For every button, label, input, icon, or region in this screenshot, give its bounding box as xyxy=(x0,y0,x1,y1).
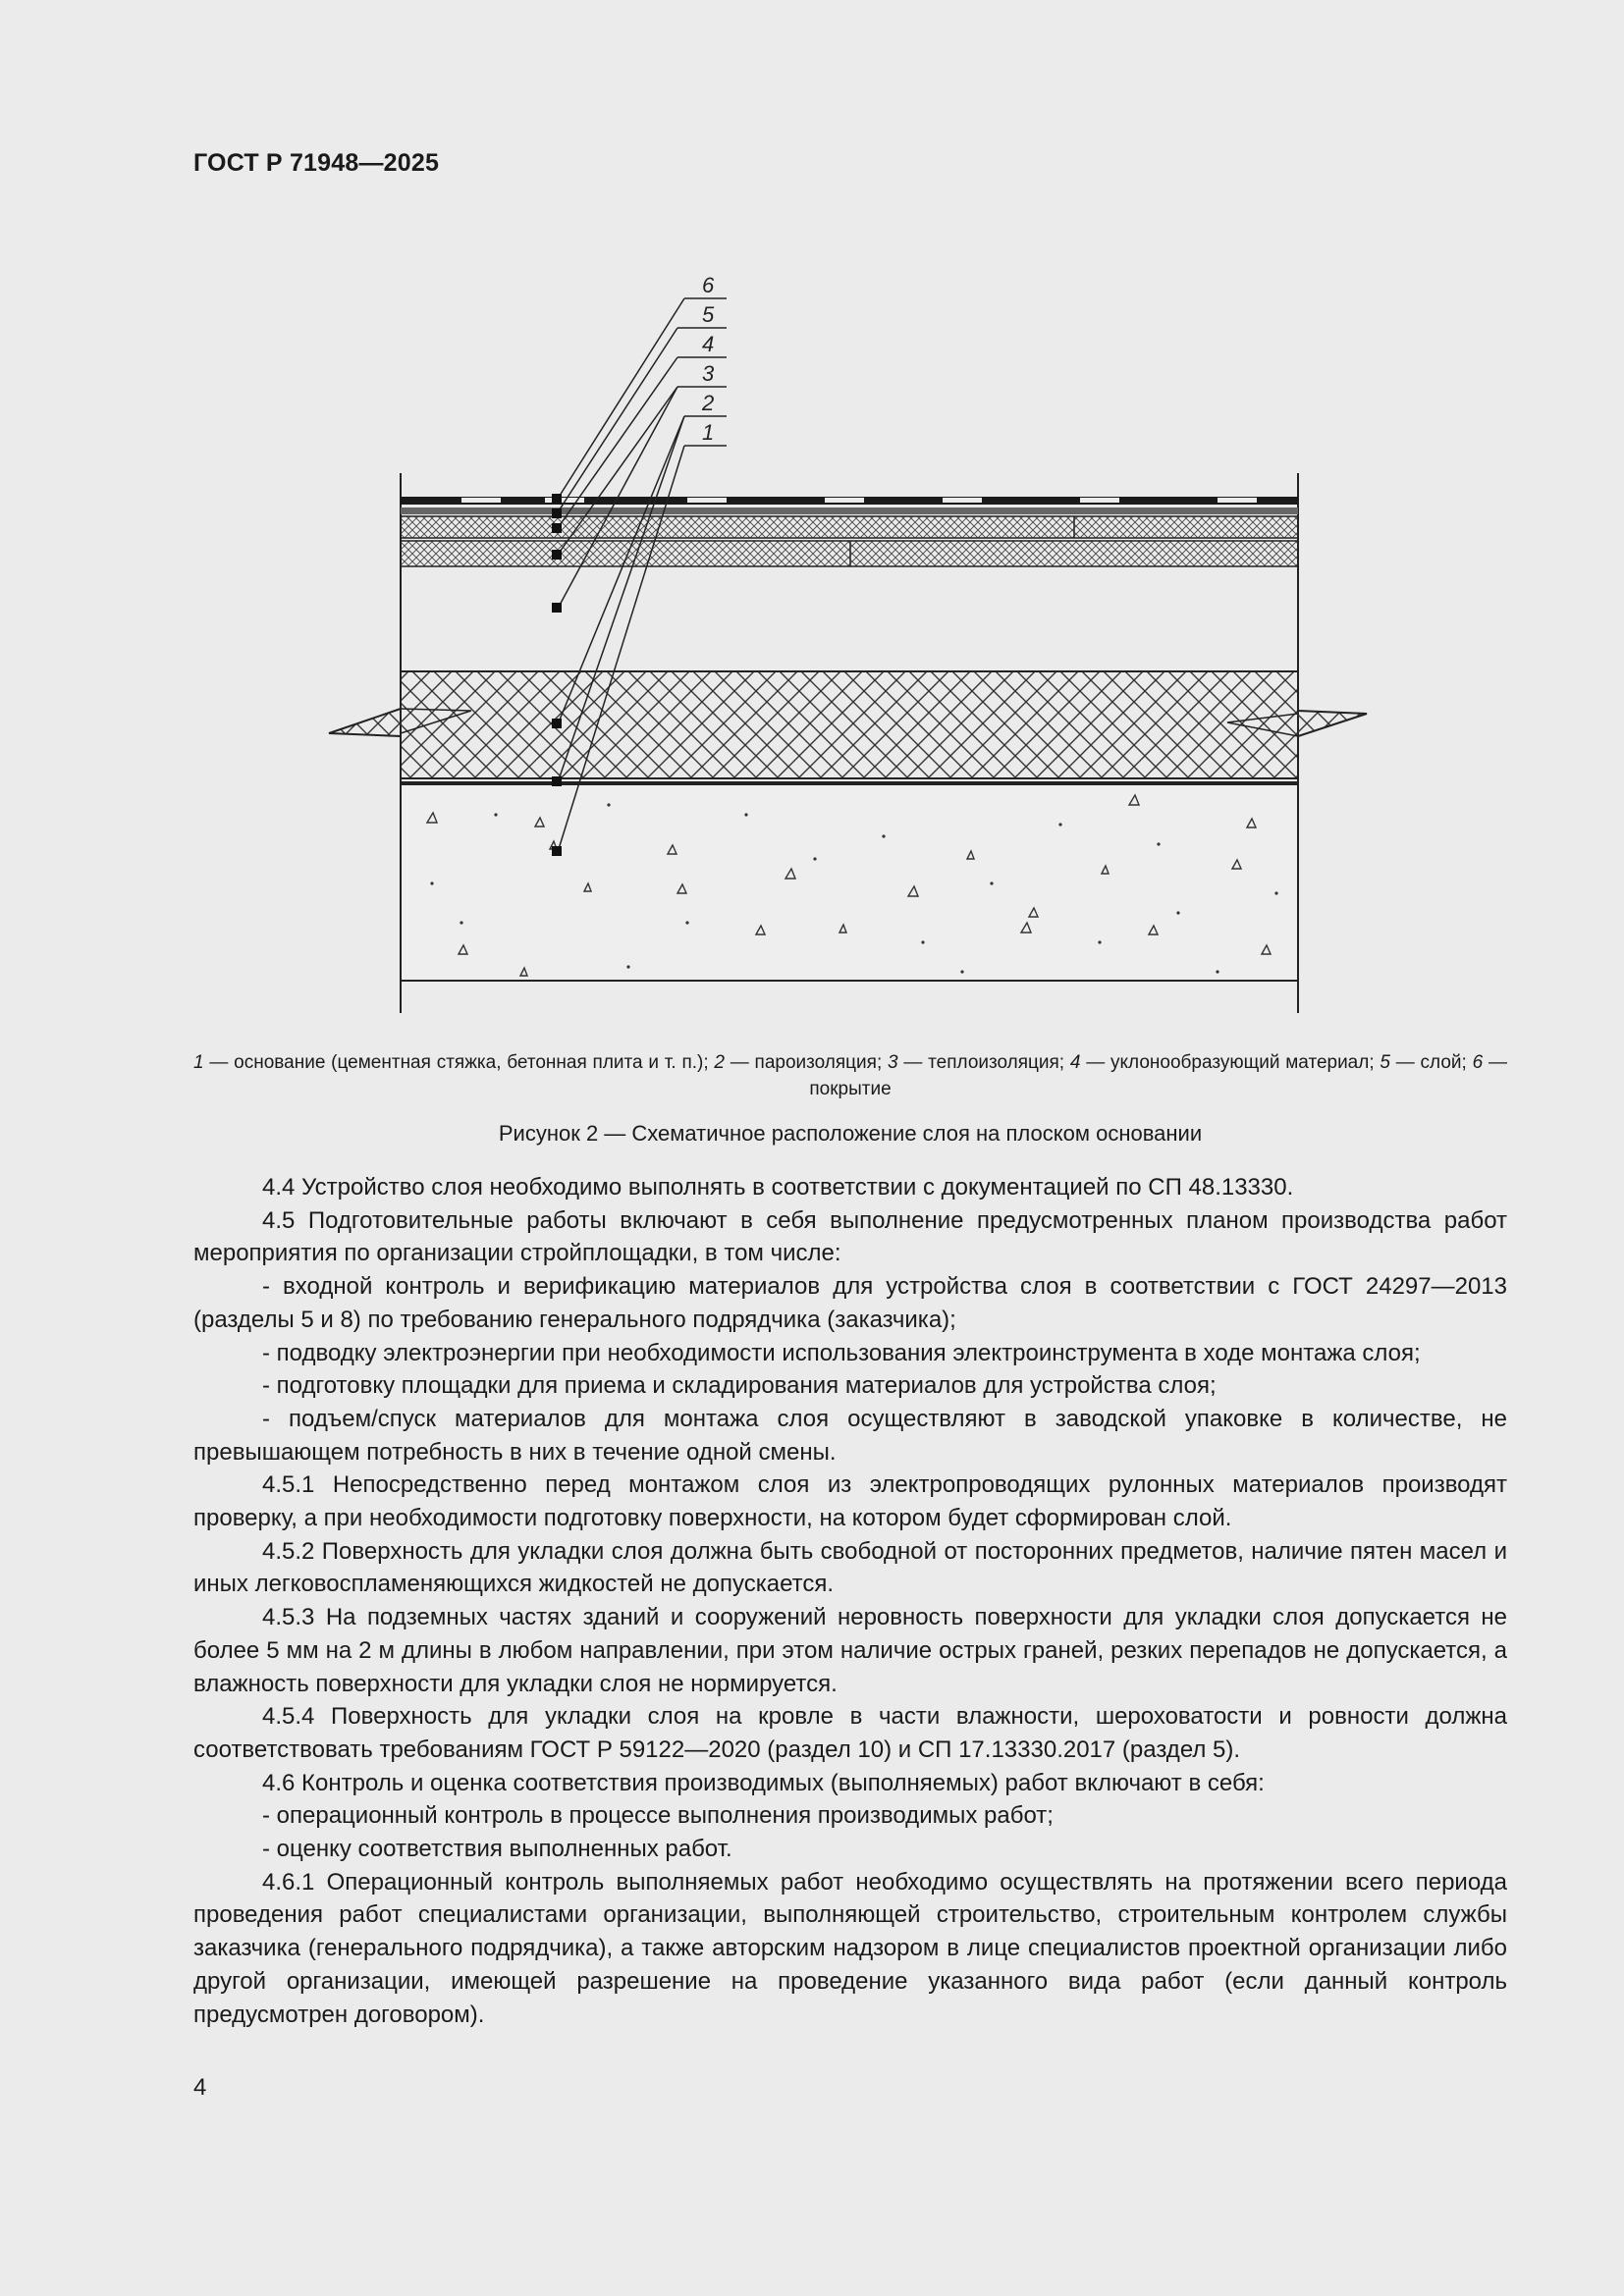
figure-label-3: 3 xyxy=(702,361,715,386)
figure-legend: 1 — основание (цементная стяжка, бетонная плита и т. п.); 2 — пароизоляция; 3 — теплоизоляция; 4 — уклонообразующий материал; 5 — слой; 6 — покрытие xyxy=(193,1052,1507,1099)
slope-material-layer-upper xyxy=(401,516,1298,538)
figure-label-4: 4 xyxy=(702,332,715,356)
figure-caption: Рисунок 2 — Схематичное расположение слоя на плоском основании xyxy=(498,1121,1203,1146)
list-item: - подводку электроэнергии при необходимости использования электроинструмента в ходе монтажа слоя; xyxy=(262,1339,1421,1366)
paragraph: 4.5.4 Поверхность для укладки слоя на кровле в части влажности, шероховатости и ровности должна соответствовать требованиям ГОСТ Р 59122—2020 (раздел 10) и СП 17.13330.2017 (раздел 5). xyxy=(193,1703,1507,1763)
layer-5 xyxy=(401,507,1298,514)
figure-label-5: 5 xyxy=(702,302,715,327)
paragraph: 4.5.2 Поверхность для укладки слоя должна быть свободной от посторонних предметов, наличие пятен масел и иных легковоспламеняющихся жидкостей не допускается. xyxy=(193,1537,1507,1598)
list-item: - подготовку площадки для приема и складирования материалов для устройства слоя; xyxy=(262,1372,1217,1400)
figure-label-2: 2 xyxy=(702,391,715,415)
paragraph: 4.6.1 Операционный контроль выполняемых работ необходимо осуществлять на протяжении всего периода проведения работ специалистами организации, выполняющей строительство, строительным контролем службы заказчика (генерального подрядчика), а также авторским надзором в лице специалистов проектной организации либо другой организации, имеющей разрешение на проведение указанного вида работ (если данный контроль предусмотрен договором). xyxy=(193,1868,1507,2028)
thermal-insulation-layer xyxy=(329,671,1367,778)
paragraph: 4.4 Устройство слоя необходимо выполнять в соответствии с документацией по СП 48.13330. xyxy=(262,1174,1294,1201)
slope-material-layer-lower xyxy=(401,541,1298,566)
figure-label-6: 6 xyxy=(702,273,715,297)
document-header: ГОСТ Р 71948—2025 xyxy=(193,149,440,177)
paragraph: 4.5.3 На подземных частях зданий и сооружений неровность поверхности для укладки слоя допускается не более 5 мм на 2 м длины в любом направлении, при этом наличие острых граней, резких перепадов не допускается, а влажность поверхности для укладки слоя не нормируется. xyxy=(193,1604,1507,1697)
base-concrete-layer xyxy=(401,784,1298,981)
paragraph: 4.6 Контроль и оценка соответствия производимых (выполняемых) работ включают в себя: xyxy=(262,1769,1265,1796)
list-item: - подъем/спуск материалов для монтажа слоя осуществляют в заводской упаковке в количестве, не превышающем потребность в них в течение одной смены. xyxy=(193,1405,1507,1466)
list-item: - операционный контроль в процессе выполнения производимых работ; xyxy=(262,1802,1054,1830)
paragraph: 4.5.1 Непосредственно перед монтажом слоя из электропроводящих рулонных материалов производят проверку, а при необходимости подготовку поверхности, на котором будет сформирован слой. xyxy=(193,1471,1507,1532)
list-item: - оценку соответствия выполненных работ. xyxy=(262,1836,732,1863)
list-item: - входной контроль и верификацию материалов для устройства слоя в соответствии с ГОСТ 24297—2013 (разделы 5 и 8) по требованию генерального подрядчика (заказчика); xyxy=(193,1273,1507,1333)
document-body xyxy=(193,1171,1507,2031)
figure-label-1: 1 xyxy=(702,420,715,445)
page-number: 4 xyxy=(193,2074,207,2101)
layer-scheme-figure xyxy=(0,0,1624,1041)
paragraph: 4.5 Подготовительные работы включают в себя выполнение предусмотренных планом производства работ мероприятия по организации стройплощадки, в том числе: xyxy=(193,1206,1507,1267)
